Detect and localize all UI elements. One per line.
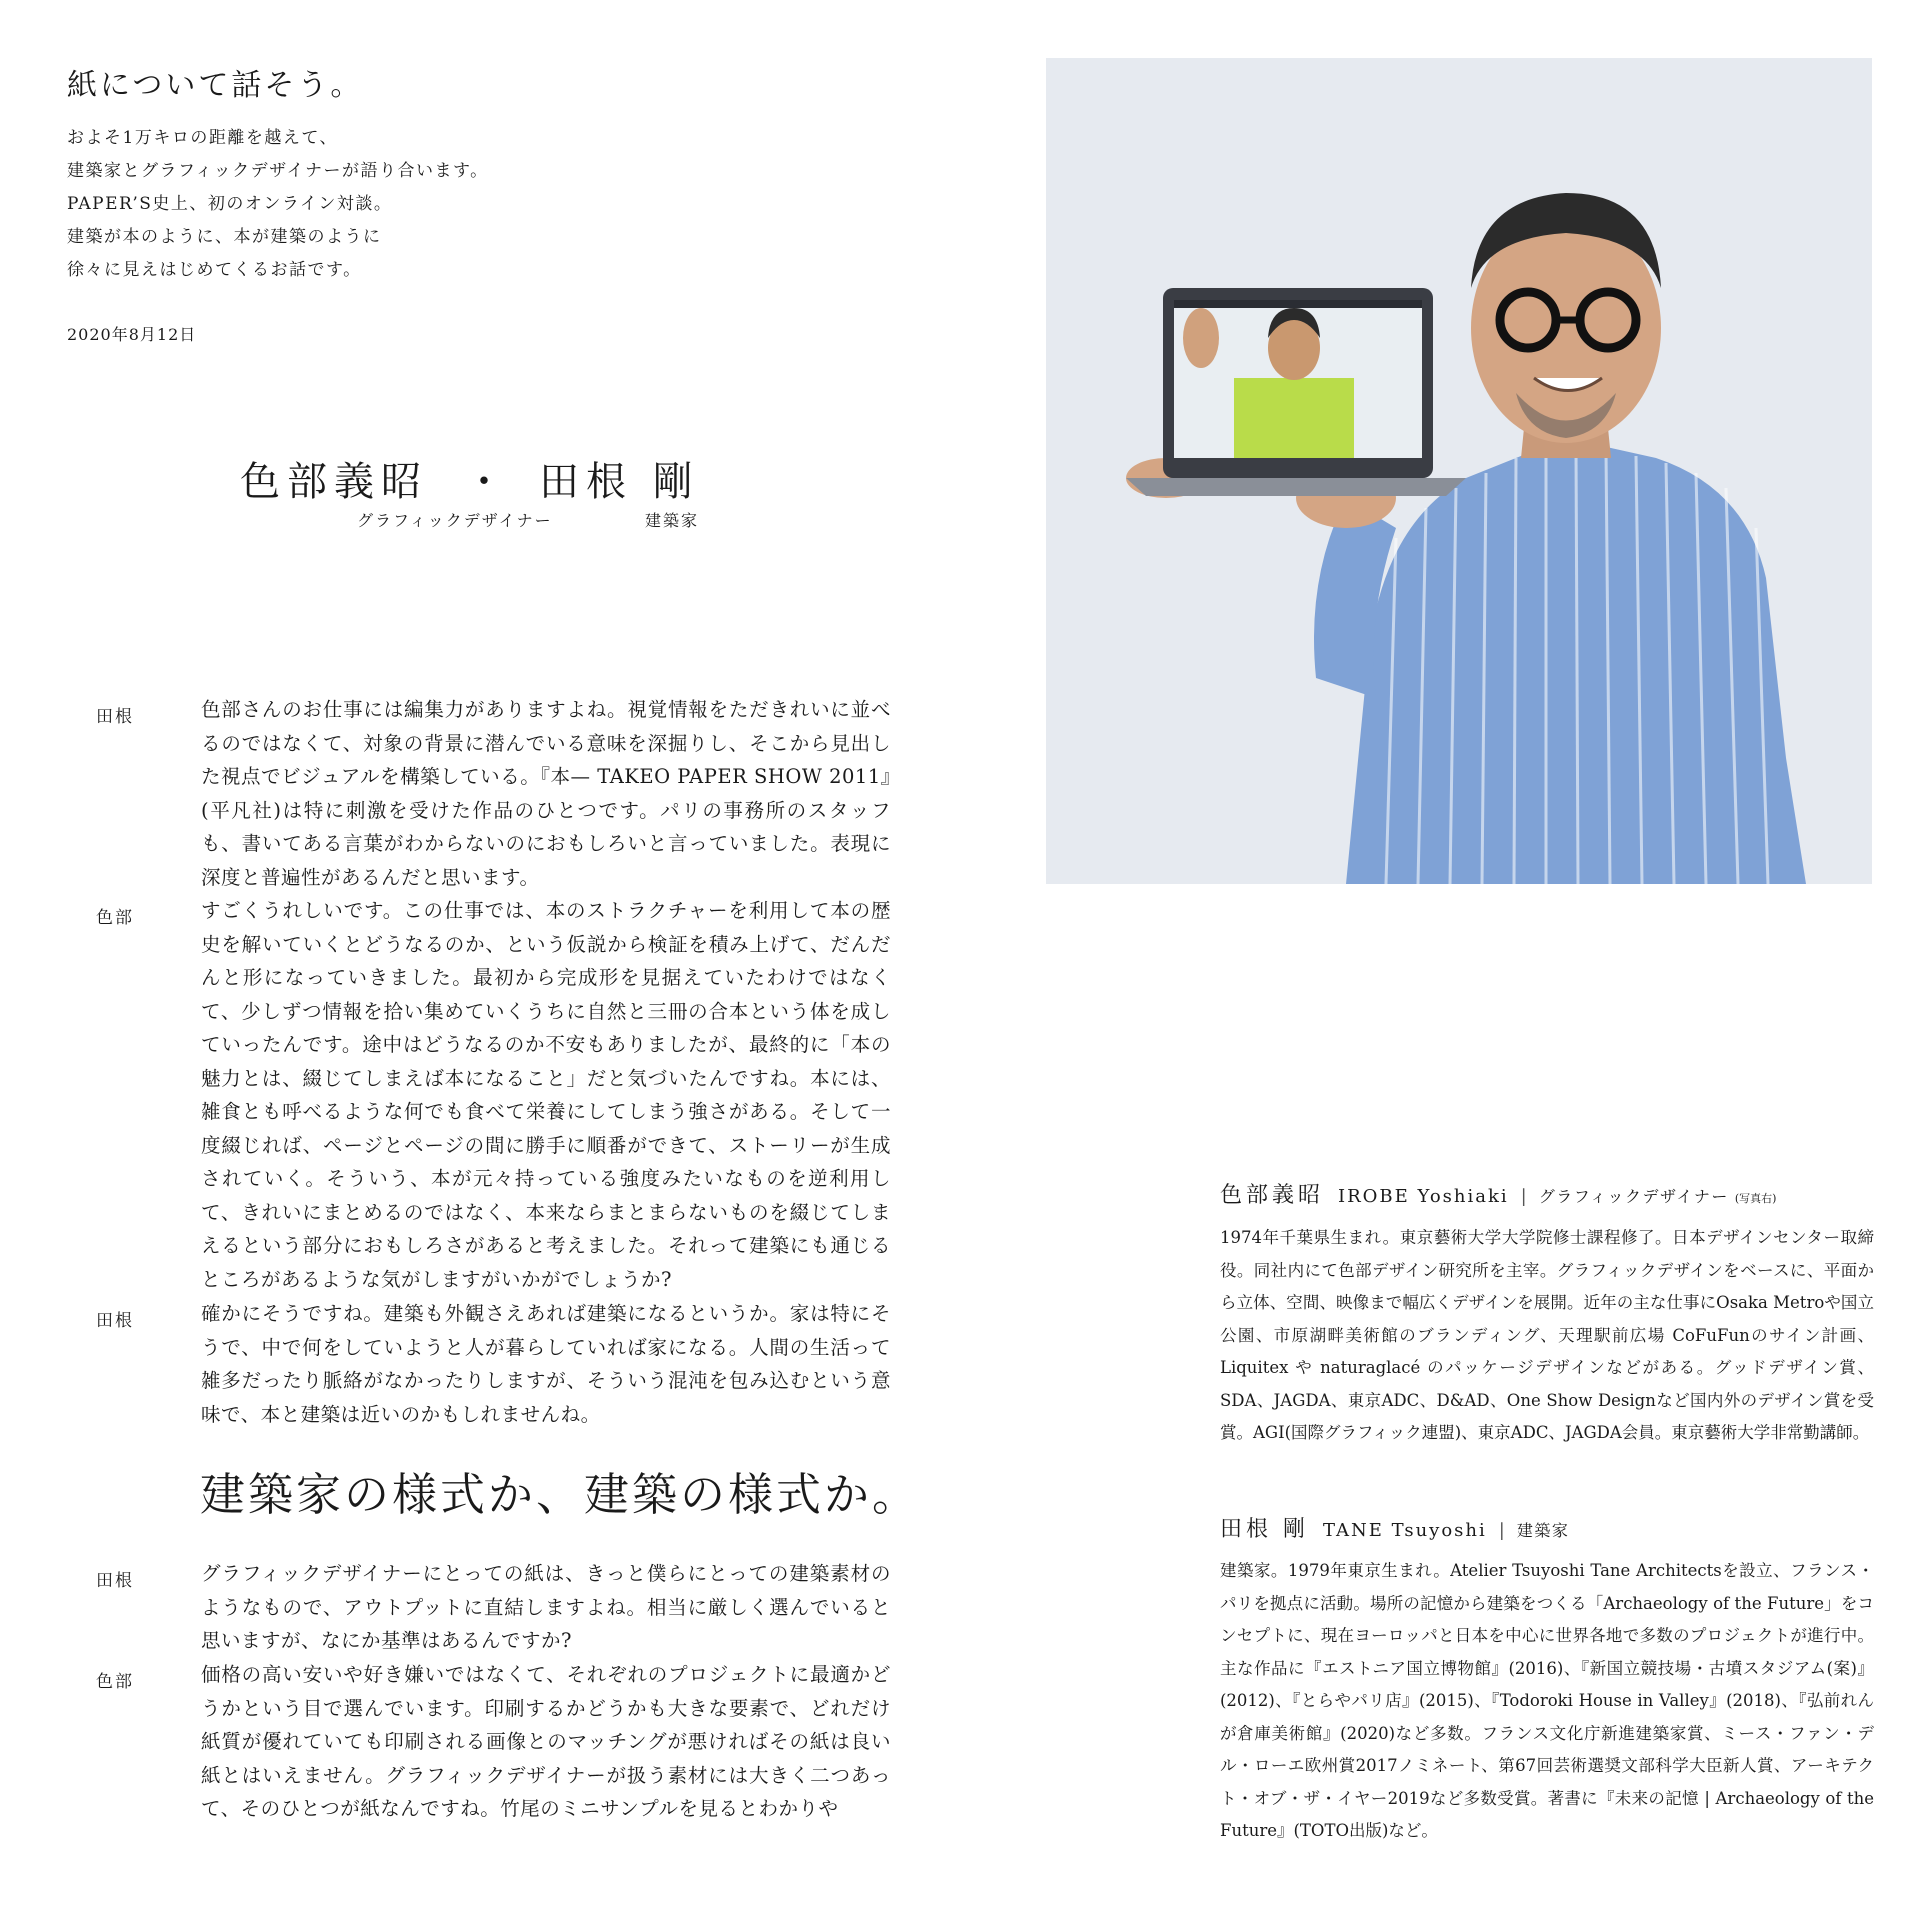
bio-text-irobe: 1974年千葉県生まれ。東京藝術大学大学院修士課程修了。日本デザインセンター取締役。同社内にて色部デザイン研究所を主宰。グラフィックデザインをベースに、平面から立体、空間、映像まで幅広くデザインを展開。近年の主な仕事にOsaka Metroや国立公園、市原湖畔美術館のブランディング、天理駅前広場 CoFuFunのサイン計画、Liquitex や naturaglacé のパッケージデザインなどがある。グッドデザイン賞、SDA、JAGDA、東京ADC、D&AD、One Show Designなど国内外のデザイン賞を受賞。AGI(国際グラフィック連盟)、東京ADC、JAGDA会員。東京藝術大学非常勤講師。: [1220, 1228, 1874, 1442]
bio-separator: |: [1520, 1186, 1527, 1207]
intro-line: 建築が本のように、本が建築のように: [67, 227, 382, 247]
speaker-label: 田根: [96, 1311, 134, 1331]
speaker-label: 色部: [96, 908, 134, 928]
name-tane: 田根 剛: [539, 459, 700, 505]
dialogue-paragraph: すごくうれしいです。この仕事では、本のストラクチャーを利用して本の歴史を解いていくとどうなるのか、という仮説から検証を積み上げて、だんだんと形になっていきました。最初から完成形を見据えていたわけではなくて、少しずつ情報を拾い集めていくうちに自然と三冊の合本という体を成していったんです。途中はどうなるのか不安もありましたが、最終的に「本の魅力とは、綴じてしまえば本になること」だと気づいたんですね。本には、雑食とも呼べるような何でも食べて栄養にしてしまう強さがある。そして一度綴じれば、ページとページの間に勝手に順番ができて、ストーリーが生成されていく。そういう、本が元々持っている強度みたいなものを逆利用して、きれいにまとめるのではなく、本来ならまとまらないものを綴じてしまえるという部分におもしろさがあると考えました。それって建築にも通じるところがあるような気がしますがいかがでしょうか?: [201, 899, 891, 1291]
bio-role: 建築家: [1516, 1521, 1570, 1540]
intro-line: およそ1万キロの距離を越えて、: [67, 128, 338, 148]
publish-date: 2020年8月12日: [67, 325, 197, 344]
bio-role: グラフィックデザイナー: [1538, 1187, 1729, 1206]
bio-roman-name: IROBE Yoshiaki: [1338, 1186, 1509, 1207]
speaker-label: 田根: [96, 1571, 134, 1591]
bio-name: 田根 剛: [1220, 1517, 1309, 1542]
dialogue-paragraph: 確かにそうですね。建築も外観さえあれば建築になるというか。家は特にそうで、中で何をしていようと人が暮らしていれば家になる。人間の生活って雑多だったり脈絡がなかったりしますが、そういう混沌を包み込むという意味で、本と建築は近いのかもしれませんね。: [201, 1302, 891, 1426]
bio-photo-note: (写真右): [1734, 1192, 1777, 1205]
role-tane: 建築家: [645, 511, 700, 530]
section-heading: 建築家の様式か、建築の様式か。: [200, 1468, 921, 1521]
intro-title: 紙について話そう。: [67, 68, 364, 103]
intro-lead: [67, 122, 489, 287]
name-separator: ・: [464, 459, 511, 505]
bio-text-tane: 建築家。1979年東京生まれ。Atelier Tsuyoshi Tane Architectsを設立、フランス・パリを拠点に活動。場所の記憶から建築をつくる「Archaeology of the Future」をコンセプトに、現在ヨーロッパと日本を中心に世界各地で多数のプロジェクトが進行中。主な作品に『エストニア国立博物館』(2016)、『新国立競技場・古墳スタジアム(案)』(2012)、『とらやパリ店』(2015)、『Todoroki House in Valley』(2018)、『弘前れんが倉庫美術館』(2020)など多数。フランス文化庁新進建築家賞、ミース・ファン・デル・ローエ欧州賞2017ノミネート、第67回芸術選奨文部科学大臣新人賞、アーキテクト・オブ・ザ・イヤー2019など多数受賞。著書に『未来の記憶 | Archaeology of the Future』(TOTO出版)など。: [1220, 1561, 1874, 1840]
participants-names: [240, 450, 760, 530]
speaker-label: 田根: [96, 707, 134, 727]
bio-roman-name: TANE Tsuyoshi: [1323, 1520, 1487, 1541]
intro-line: 建築家とグラフィックデザイナーが語り合います。: [67, 161, 489, 181]
dialogue-paragraph: 価格の高い安いや好き嫌いではなくて、それぞれのプロジェクトに最適かどうかという目で選んでいます。印刷するかどうかも大きな要素で、どれだけ紙質が優れていても印刷される画像とのマッチングが悪ければその紙は良い紙とはいえません。グラフィックデザイナーが扱う素材には大きく二つあって、そのひとつが紙なんですね。竹尾のミニサンプルを見るとわかりや: [201, 1663, 891, 1820]
role-irobe: グラフィックデザイナー: [357, 511, 553, 530]
bio-name: 色部義昭: [1220, 1183, 1325, 1208]
portrait-photo: [1046, 58, 1872, 884]
bio-header-irobe: [1220, 1178, 1776, 1209]
name-irobe: 色部義昭: [240, 459, 428, 505]
intro-line: 徐々に見えはじめてくるお話です。: [67, 260, 362, 280]
intro-line: PAPER’S史上、初のオンライン対談。: [67, 194, 393, 214]
speaker-label: 色部: [96, 1672, 134, 1692]
dialogue-paragraph: グラフィックデザイナーにとっての紙は、きっと僕らにとっての建築素材のようなもので、アウトプットに直結しますよね。相当に厳しく選んでいると思いますが、なにか基準はあるんですか?: [201, 1562, 891, 1652]
dialogue-paragraph: 色部さんのお仕事には編集力がありますよね。視覚情報をただきれいに並べるのではなくて、対象の背景に潜んでいる意味を深掘りし、そこから見出した視点でビジュアルを構築している。『本— TAKEO PAPER SHOW 2011』(平凡社)は特に刺激を受けた作品のひとつです。パリの事務所のスタッフも、書いてある言葉がわからないのにおもしろいと言っていました。表現に深度と普遍性があるんだと思います。: [201, 698, 891, 889]
bio-separator: |: [1498, 1520, 1505, 1541]
portrait-illustration: [1046, 58, 1872, 884]
bio-header-tane: [1220, 1512, 1569, 1543]
